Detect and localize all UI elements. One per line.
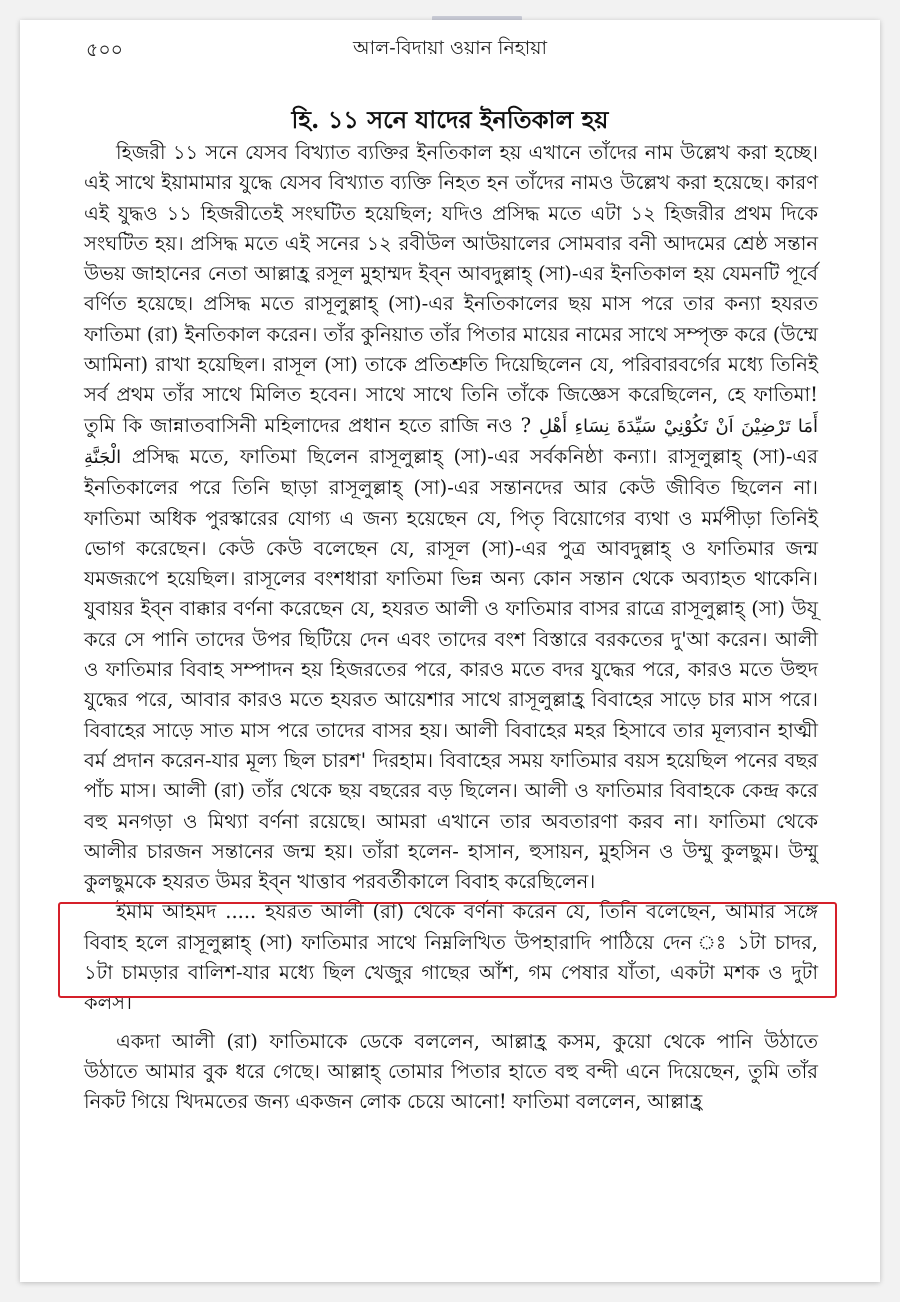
- page-header: [20, 20, 880, 80]
- paragraph-1-text-a: হিজরী ১১ সনে যেসব বিখ্যাত ব্যক্তির ইনতিকাল হয় এখানে তাঁদের নাম উল্লেখ করা হচ্ছে। এই সাথে ইয়ামামার যুদ্ধে যেসব বিখ্যাত ব্যক্তি নিহত হন তাঁদের নামও উল্লেখ করা হয়েছে। কারণ এই যুদ্ধও ১১ হিজরীতেই সংঘটিত হয়েছিল; যদিও প্রসিদ্ধ মতে এটা ১২ হিজরীর প্রথম দিকে সংঘটিত হয়। প্রসিদ্ধ মতে এই সনের ১২ রবীউল আউয়ালের সোমবার বনী আদমের শ্রেষ্ঠ সন্তান উভয় জাহানের নেতা আল্লাহ্র রসূল মুহাম্মদ ইব্ন আবদুল্লাহ্ (সা)-এর ইনতিকাল হয় যেমনটি পূর্বে বর্ণিত হয়েছে। প্রসিদ্ধ মতে রাসূলুল্লাহ্ (সা)-এর ইনতিকালের ছয় মাস পরে তার কন্যা হযরত ফাতিমা (রা) ইনতিকাল করেন। তাঁর কুনিয়াত তাঁর পিতার মায়ের নামের সাথে সম্পৃক্ত করে (উম্মে আমিনা) রাখা হয়েছিল। রাসূল (সা) তাকে প্রতিশ্রুতি দিয়েছিলেন যে, পরিবারবর্গের মধ্যে তিনিই সর্ব প্রথম তাঁর সাথে মিলিত হবেন। সাথে সাথে তিনি তাঁকে জিজ্ঞেস করেছিলেন, হে ফাতিমা! তুমি কি জান্নাতবাসিনী মহিলাদের প্রধান হতে রাজি নও ?: [84, 141, 818, 437]
- highlight-annotation-box: [58, 902, 837, 998]
- running-title: আল-বিদায়া ওয়ান নিহায়া: [352, 37, 548, 59]
- chapter-title: হি. ১১ সনে যাদের ইনতিকাল হয়: [291, 105, 609, 134]
- document-page: [20, 20, 880, 1282]
- page-number: ৫০০: [86, 39, 124, 61]
- paragraph-1-text-b: প্রসিদ্ধ মতে, ফাতিমা ছিলেন রাসূলুল্লাহ্ (সা)-এর সর্বকনিষ্ঠা কন্যা। রাসূলুল্লাহ্ (সা)-এর ইনতিকালের পরে তিনি ছাড়া রাসূলুল্লাহ্ (সা)-এর সন্তানদের আর কেউ জীবিত ছিলেন না। ফাতিমা অধিক পুরস্কারের যোগ্য এ জন্য হয়েছেন যে, পিতৃ বিয়োগের ব্যথা ও মর্মপীড়া তিনিই ভোগ করেছেন। কেউ কেউ বলেছেন যে, রাসূল (সা)-এর পুত্র আবদুল্লাহ্ ও ফাতিমার জন্ম যমজরূপে হয়েছিল। রাসূলের বংশধারা ফাতিমা ভিন্ন অন্য কোন সন্তান থেকে অব্যাহত থাকেনি। যুবায়র ইব্ন বাক্কার বর্ণনা করেছেন যে, হযরত আলী ও ফাতিমার বাসর রাত্রে রাসূলুল্লাহ্ (সা) উযূ করে সে পানি তাদের উপর ছিটিয়ে দেন এবং তাদের বংশ বিস্তারে বরকতের দু'আ করেন। আলী ও ফাতিমার বিবাহ সম্পাদন হয় হিজরতের পরে, কারও মতে বদর যুদ্ধের পরে, কারও মতে উহুদ যুদ্ধের পরে, আবার কারও মতে হযরত আয়েশার সাথে রাসূলুল্লাহ্র বিবাহের সাড়ে চার মাস পরে। বিবাহের সাড়ে সাত মাস পরে তাদের বাসর হয়। আলী বিবাহের মহর হিসাবে তার মূল্যবান হাত্মী বর্ম প্রদান করেন-যার মূল্য ছিল চারশ' দিরহাম। বিবাহের সময় ফাতিমার বয়স হয়েছিল পনের বছর পাঁচ মাস। আলী (রা) তাঁর থেকে ছয় বছরের বড় ছিলেন। আলী ও ফাতিমার বিবাহকে কেন্দ্র করে বহু মনগড়া ও মিথ্যা বর্ণনা রয়েছে। আমরা এখানে তার অবতারণা করব না। ফাতিমা থেকে আলীর চারজন সন্তানের জন্ম হয়। তাঁরা হলেন- হাসান, হুসায়ন, মুহসিন ও উম্মু কুলছুম। উম্মু কুলছুমকে হযরত উমর ইব্ন খাত্তাব পরবর্তীকালে বিবাহ করেছিলেন।: [84, 444, 818, 894]
- arabic-quote: أَمَا تَرْضِيْنَ اَنْ تَكُوْنِيْ سَيِّدَةَ نِسَاءِ أَهْلِ الْجَنَّةِ: [84, 415, 818, 468]
- paragraph-3: একদা আলী (রা) ফাতিমাকে ডেকে বললেন, আল্লাহ্র কসম, কুয়ো থেকে পানি উঠাতে উঠাতে আমার বুক ধরে গেছে। আল্লাহ্ তোমার পিতার হাতে বহু বন্দী এনে দিয়েছেন, তুমি তাঁর নিকট গিয়ে খিদমতের জন্য একজন লোক চেয়ে আনো! ফাতিমা বললেন, আল্লাহ্র: [84, 1029, 818, 1114]
- paragraph-1: [84, 138, 818, 897]
- paragraph-2: ইমাম আহমদ ..... হযরত আলী (রা) থেকে বর্ণনা করেন যে, তিনি বলেছেন, আমার সঙ্গে বিবাহ হলে রাসূলুল্লাহ্ (সা) ফাতিমার সাথে নিম্নলিখিত উপহারাদি পাঠিয়ে দেন ঃ ১টা চাদর, ১টা চামড়ার বালিশ-যার মধ্যে ছিল খেজুর গাছের আঁশ, গম পেষার যাঁতা, একটা মশক ও দুটা কলস।: [84, 900, 818, 1015]
